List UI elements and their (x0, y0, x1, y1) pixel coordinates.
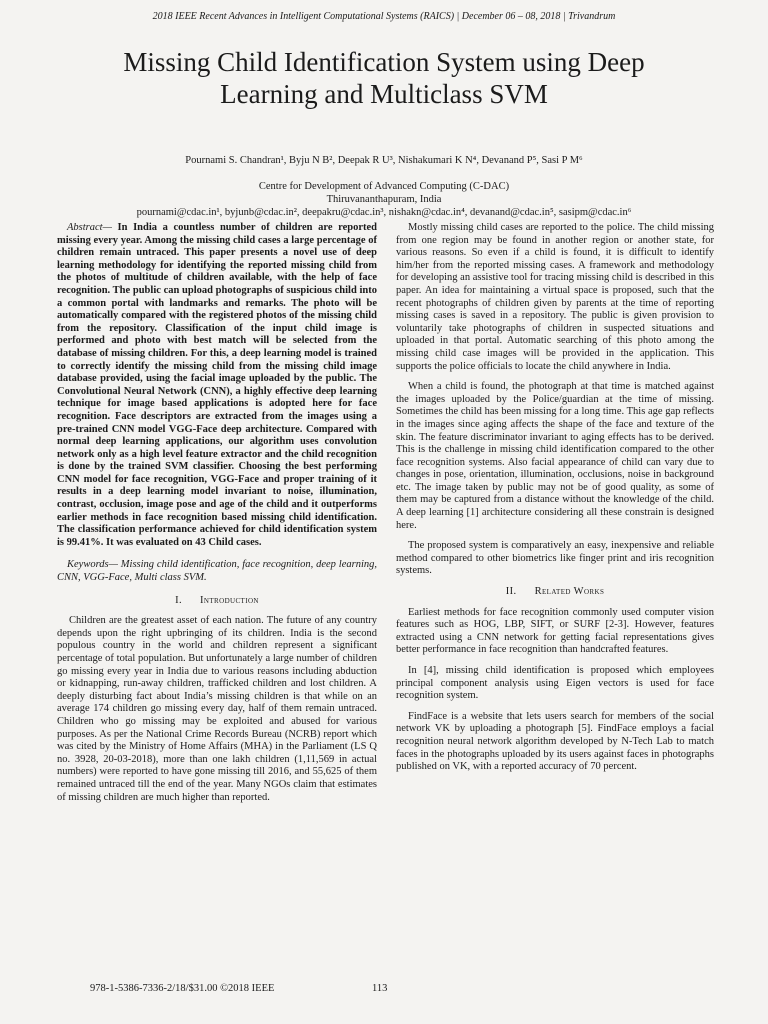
affiliation-emails: pournami@cdac.in¹, byjunb@cdac.in², deepakru@cdac.in³, nishakn@cdac.in⁴, devanand@cdac.in⁵, sasipm@cdac.in⁶ (136, 207, 632, 218)
intro-paragraph: Children are the greatest asset of each nation. The future of any country depends upon the right upbringing of its children. India is the second populous country in the world and children represent a significant percentage of total population. But unfortunately a large number of children go missing every year in India due to various reasons including abduction or kidnapping, run-away children, trafficked children and lost children. A deeply disturbing fact about India’s missing children is that while on an average 174 children go missing every day, half of them remain untraced. Children who go missing may be exploited and abused for various purposes. As per the National Crime Records Bureau (NCRB) report which was cited by the Ministry of Home Affairs (MHA) in the Parliament (LS Q no. 3928, 20-03-2018), more than one lakh children (1,11,569 in actual numbers) were reported to have gone missing till 2016, and 55,625 of them remained untraced till the end of the year. Many NGOs claim that estimates of missing children are much higher than reported. (57, 615, 377, 803)
page-number: 113 (372, 983, 388, 994)
keywords: Keywords— Missing child identification, face recognition, deep learning, CNN, VGG-Face, Multi class SVM. (57, 559, 377, 584)
section-number: I. (175, 594, 183, 606)
body-paragraph: The proposed system is comparatively an easy, inexpensive and reliable method compared to other biometrics like finger print and iris recognition systems. (396, 540, 714, 577)
left-column (57, 222, 377, 812)
right-column (396, 222, 714, 782)
abstract (57, 222, 377, 549)
author-list: Pournami S. Chandran¹, Byju N B², Deepak R U³, Nishakumari K N⁴, Devanand P⁵, Sasi P M⁶ (185, 155, 583, 166)
section-heading-introduction (57, 595, 377, 608)
affiliation-city: Thiruvananthapuram, India (326, 194, 442, 205)
related-paragraph: Earliest methods for face recognition commonly used computer vision features such as HOG, LBP, SIFT, or SURF [2-3]. However, features extracted using a CNN network for getting facial representations gives better performance in face recognition than handcrafted features. (396, 606, 714, 656)
paper-title (40, 46, 728, 110)
section-number: II. (505, 586, 517, 598)
section-title: Introduction (200, 594, 259, 606)
related-paragraph: In [4], missing child identification is proposed which employees principal component analysis using Eigen vectors is used for face recognition system. (396, 665, 714, 702)
copyright-footer: 978-1-5386-7336-2/18/$31.00 ©2018 IEEE (90, 983, 275, 994)
conference-header: 2018 IEEE Recent Advances in Intelligent Computational Systems (RAICS) | December 06 – 08, 2018 | Trivandrum (152, 11, 616, 22)
body-paragraph: Mostly missing child cases are reported to the police. The child missing from one region may be found in another region or another state, for various reasons. So even if a child is found, it is difficult to identify him/her from the reported missing cases. A framework and methodology for developing an assistive tool for tracing missing child is described in this paper. An idea for maintaining a virtual space is proposed, such that the recent photographs of children given by parents at the time of reporting missing cases is saved in a repository. The public is given provision to voluntarily take photographs of children in suspected situations and uploaded in that portal. Automatic searching of this photo among the missing child case images will be provided in the application. This supports the police officials to locate the child anywhere in India. (396, 222, 714, 372)
affiliation (40, 180, 728, 219)
related-paragraph: FindFace is a website that lets users search for members of the social network VK by uploading a photograph [5]. FindFace employs a facial recognition neural network algorithm developed by N-Tech Lab to match faces in the photographs uploaded by its users against faces in photographs published on VK, with a reported accuracy of 70 percent. (396, 710, 714, 773)
abstract-label: Abstract— (67, 222, 112, 233)
section-heading-related-works (396, 586, 714, 599)
abstract-text: In India a countless number of children are reported missing every year. Among the missing child cases a large percentage of children remain untraced. This paper presents a novel use of deep learning methodology for identifying the reported missing child from the photos of multitude of children available, with the help of face recognition. The public can upload photographs of suspicious child into a common portal with landmarks and remarks. The photo will be automatically compared with the registered photos of the missing child from the repository. Classification of the input child image is performed and photo with best match will be selected from the database of missing children. For this, a deep learning model is trained to correctly identify the missing child from the missing child image database provided, using the facial image uploaded by the public. The Convolutional Neural Network (CNN), a highly effective deep learning technique for image based applications is adopted here for face recognition. Face descriptors are extracted from the images using a pre-trained CNN model VGG-Face deep architecture. Compared with normal deep learning applications, our algorithm uses convolution network only as a high level feature extractor and the child recognition is done by the trained SVM classifier. Choosing the best performing CNN model for face recognition, VGG-Face and proper training of it results in a deep learning model invariant to noise, illumination, contrast, occlusion, image pose and age of the child and it outperforms earlier methods in face recognition based missing child identification. The classification performance achieved for child identification system is 99.41%. It was evaluated on 43 Child cases. (57, 222, 377, 548)
section-title: Related Works (534, 586, 605, 598)
affiliation-org: Centre for Development of Advanced Computing (C-DAC) (258, 181, 510, 192)
title-line-2: Learning and Multiclass SVM (220, 79, 548, 109)
body-paragraph: When a child is found, the photograph at that time is matched against the images uploaded by the Police/guardian at the time of missing. Sometimes the child has been missing for a long time. This age gap reflects in the images since aging affects the shape of the face and texture of the skin. The feature discriminator invariant to aging effects has to be derived. This is the challenge in missing child identification compared to the other face recognition systems. Also facial appearance of child can vary due to changes in pose, orientation, illumination, occlusions, noise in background etc. The image taken by public may not be of good quality, as some of them may be captured from a distance without the knowledge of the child. A deep learning [1] architecture considering all these constrain is designed here. (396, 381, 714, 531)
title-line-1: Missing Child Identification System using Deep (123, 47, 645, 77)
